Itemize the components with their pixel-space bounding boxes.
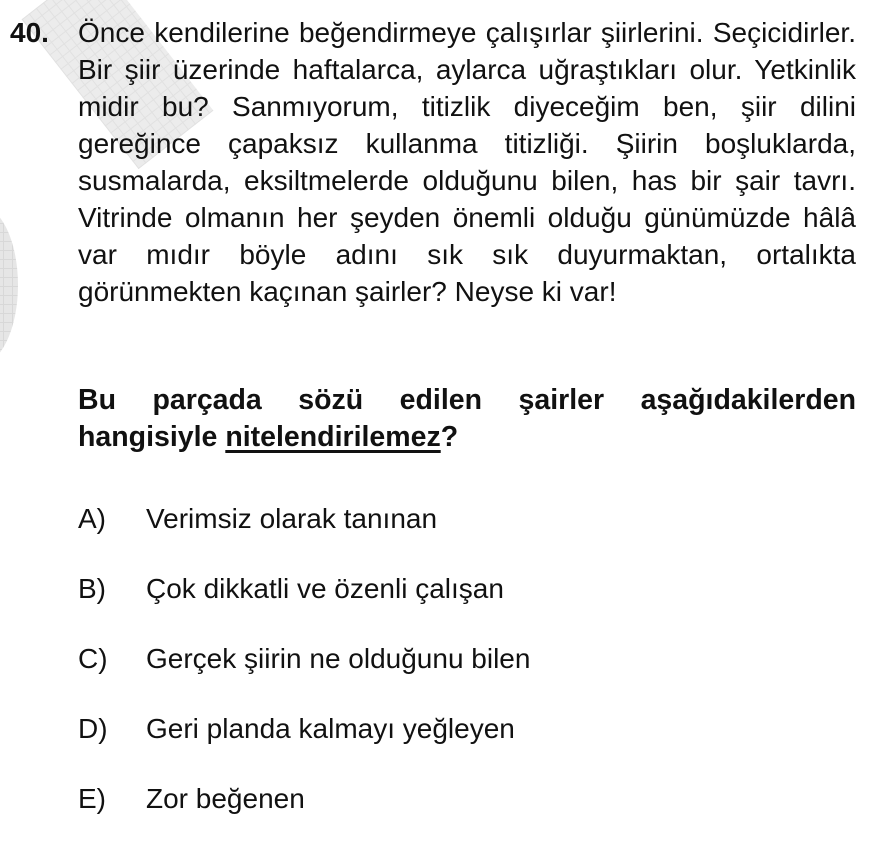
option-letter: A) (78, 503, 106, 534)
option-letter: C) (78, 643, 108, 674)
option-e[interactable] (78, 779, 305, 819)
stem-underlined-word: nitelendirilemez (225, 421, 441, 453)
option-letter: E) (78, 783, 106, 814)
option-d[interactable] (78, 709, 515, 749)
option-b[interactable] (78, 569, 504, 609)
option-letter: D) (78, 713, 108, 744)
question-number: 40. (10, 17, 49, 48)
stem-question-mark: ? (440, 421, 459, 453)
option-text: Çok dikkatli ve özenli çalışan (146, 573, 504, 604)
option-a[interactable] (78, 499, 437, 539)
question-stem (78, 382, 856, 456)
option-letter: B) (78, 573, 106, 604)
question-passage: Önce kendilerine beğendirmeye çalışırlar şiirlerini. Seçicidirler. Bir şiir üzerinde haftalarca, aylarca uğraştıkları olur. Yetkinlik midir bu? Sanmıyorum, titizlik diyeceğim ben, şiir dilini gereğince çapaksız kullanma titizliği. Şiirin boşluklarda, susmalarda, eksiltmelerde olduğunu bilen, has bir şair tavrı. Vitrinde olmanın her şeyden önemli olduğu günümüzde hâlâ var mıdır böyle adını sık sık duyurmaktan, ortalıkta görünmekten kaçınan şairler? Neyse ki var! (78, 17, 856, 307)
option-text: Geri planda kalmayı yeğleyen (146, 713, 515, 744)
stem-text: Bu parçada sözü edilen şairler aşağıdakilerden hangisiyle (78, 384, 856, 453)
option-c[interactable] (78, 639, 530, 679)
option-text: Verimsiz olarak tanınan (146, 503, 438, 534)
option-text: Zor beğenen (146, 783, 305, 814)
watermark-circle (0, 205, 18, 365)
option-text: Gerçek şiirin ne olduğunu bilen (146, 643, 531, 674)
